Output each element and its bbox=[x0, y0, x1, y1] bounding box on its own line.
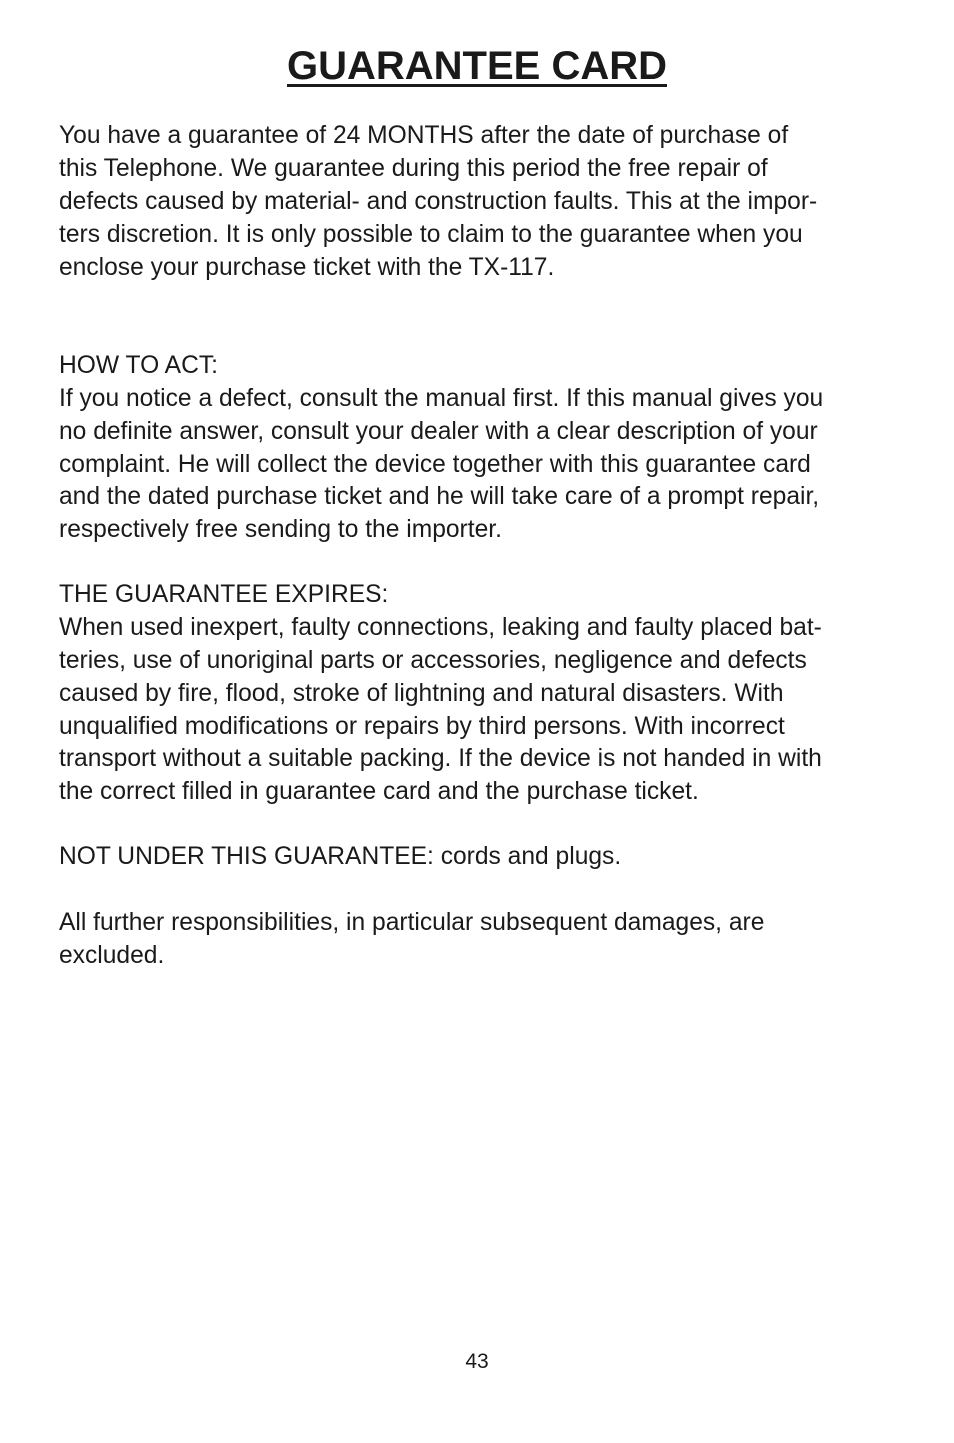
how-to-act-heading: HOW TO ACT: bbox=[59, 352, 218, 379]
intro-line: defects caused by material- and construction faults. This at the impor- bbox=[59, 188, 818, 215]
how-to-act-line: If you notice a defect, consult the manual first. If this manual gives you bbox=[59, 385, 824, 412]
expires-line: transport without a suitable packing. If the device is not handed in with bbox=[59, 745, 822, 772]
further-line: excluded. bbox=[59, 942, 165, 969]
further-line: All further responsibilities, in particular subsequent damages, are bbox=[59, 909, 765, 936]
expires-line: caused by fire, flood, stroke of lightning and natural disasters. With bbox=[59, 680, 784, 707]
how-to-act-line: complaint. He will collect the device together with this guarantee card bbox=[59, 451, 811, 478]
how-to-act-line: no definite answer, consult your dealer with a clear description of your bbox=[59, 418, 818, 445]
not-under-guarantee: NOT UNDER THIS GUARANTEE: cords and plugs. bbox=[59, 843, 622, 870]
intro-line: ters discretion. It is only possible to claim to the guarantee when you bbox=[59, 221, 803, 248]
how-to-act-line: and the dated purchase ticket and he will take care of a prompt repair, bbox=[59, 483, 820, 510]
intro-line: this Telephone. We guarantee during this period the free repair of bbox=[59, 155, 768, 182]
expires-line: unqualified modifications or repairs by third persons. With incorrect bbox=[59, 713, 785, 740]
expires-heading: THE GUARANTEE EXPIRES: bbox=[59, 581, 389, 608]
page-title: GUARANTEE CARD bbox=[287, 44, 667, 88]
intro-line: You have a guarantee of 24 MONTHS after the date of purchase of bbox=[59, 122, 789, 149]
expires-line: the correct filled in guarantee card and the purchase ticket. bbox=[59, 778, 699, 805]
expires-line: When used inexpert, faulty connections, leaking and faulty placed bat- bbox=[59, 614, 822, 641]
page-number: 43 bbox=[465, 1350, 489, 1373]
intro-line: enclose your purchase ticket with the TX-117. bbox=[59, 254, 555, 281]
expires-line: teries, use of unoriginal parts or accessories, negligence and defects bbox=[59, 647, 807, 674]
how-to-act-line: respectively free sending to the importer. bbox=[59, 516, 502, 543]
